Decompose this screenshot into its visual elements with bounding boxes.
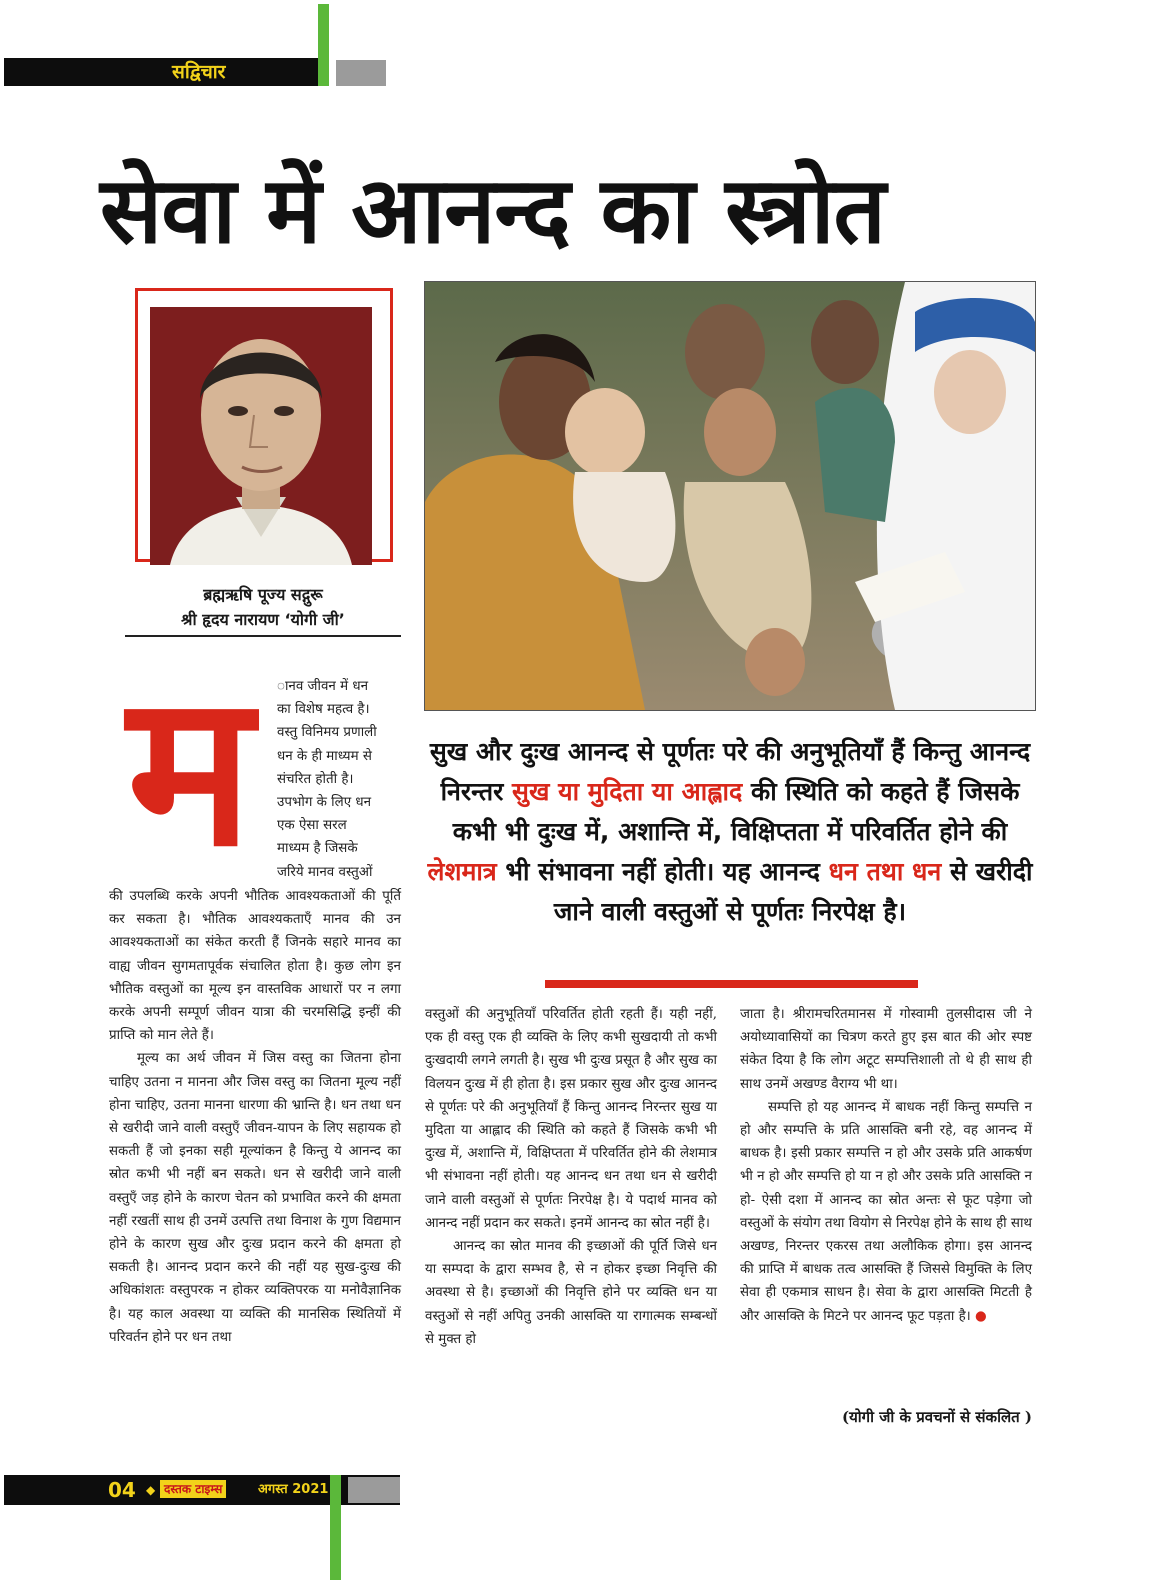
quote-text: से खरीदी जाने वाली वस्तुओं से पूर्णतः निरपेक्ष है। [553, 857, 1033, 926]
intro-line: एक ऐसा सरल [277, 818, 347, 834]
end-mark: ● [975, 1308, 987, 1324]
column-3 [740, 1003, 1032, 1328]
footer-bullet: ◆ [146, 1483, 156, 1497]
brand-logo: दस्तक टाइम्स [160, 1480, 226, 1498]
intro-text [277, 675, 401, 884]
column-1 [109, 885, 401, 1349]
quote-highlight: सुख या मुदिता या आह्लाद [512, 777, 743, 806]
quote-highlight: धन तथा धन [828, 857, 942, 886]
section-label: सद्विचार [172, 61, 226, 83]
header-gray-accent [336, 60, 386, 86]
paragraph-text: सम्पत्ति हो यह आनन्द में बाधक नहीं किन्तु सम्पत्ति न हो और सम्पत्ति के प्रति आसक्ति बनी रहे, वह आनन्द में बाधक है। इसी प्रकार सम्पत्ति न हो और उसके प्रति आकर्षण भी न हो और सम्पत्ति हो या न हो और उसके प्रति आसक्ति न हो- ऐसी दशा में आनन्द का स्रोत अन्तः से फूट पड़ेगा जो वस्तुओं के संयोग तथा वियोग से निरपेक्ष होने के साथ ही साथ अखण्ड, निरन्तर एकरस तथा अलौकिक होगा। इस आनन्द की प्राप्ति में बाधक तत्व आसक्ति हैं जिससे विमुक्ति के लिए सेवा ही एकमात्र साधन है। सेवा के द्वारा आसक्ति मिटती है और आसक्ति के मिटने पर आनन्द फूट पड़ता है। [740, 1099, 1032, 1324]
intro-line: संचरित होती है। [277, 771, 354, 787]
footer-green-accent [330, 1475, 341, 1580]
header-bar [4, 58, 320, 86]
quote-text: सुख और दुःख आनन्द से पूर्णतः परे की अनुभूतियाँ हैं किन्तु आनन्द निरन्तर [429, 737, 1031, 806]
caption-line-1: ब्रह्मऋषि पूज्य सद्गुरू [203, 585, 323, 604]
page-number: 04 [108, 1478, 136, 1502]
paragraph [740, 1096, 1032, 1328]
main-photo [424, 281, 1036, 711]
caption-line-2: श्री हृदय नारायण ‘योगी जी’ [181, 610, 345, 629]
column-2 [425, 1003, 717, 1351]
quote-divider [545, 980, 918, 988]
paragraph: मूल्य का अर्थ जीवन में जिस वस्तु का जितना होना चाहिए उतना न मानना और जिस वस्तु का जितना मूल्य नहीं होना चाहिए, उतना मानना धारणा की भ्रान्ति है। धन तथा धन से खरीदी जाने वाली वस्तुएँ जीवन-यापन के लिए सहायक हो सकती हैं जो इनका सही मूल्यांकन है किन्तु ये आनन्द का स्रोत कभी भी नहीं बन सकते। धन से खरीदी जाने वाली वस्तुएँ जड़ होने के कारण चेतन को प्रभावित करने की क्षमता नहीं रखतीं साथ ही उनमें उत्पत्ति तथा विनाश के गुण विद्यमान होने के कारण सुख और दुःख प्रदान करने की क्षमता हो सकती है। आनन्द प्रदान करने की नहीं यह सुख-दुःख की अधिकांशतः वस्तुपरक न होकर व्यक्तिपरक या मनोवैज्ञानिक है। यह काल अवस्था या व्यक्ति की मानसिक स्थितियों में परिवर्तन होने पर धन तथा [109, 1051, 401, 1345]
drop-cap: म [127, 646, 253, 893]
paragraph: जाता है। श्रीरामचरितमानस में गोस्वामी तुलसीदास जी ने अयोध्यावासियों का चित्रण करते हुए इस बात की ओर स्पष्ट संकेत दिया है कि लोग अटूट सम्पत्तिशाली तो थे ही साथ ही साथ उनमें अखण्ड वैराग्य भी था। [740, 1007, 1032, 1092]
quote-text: भी संभावना नहीं होती। यह आनन्द [496, 857, 829, 886]
intro-line: ानव जीवन में धन [277, 679, 369, 694]
intro-line: का विशेष महत्व है। [277, 702, 370, 718]
caption-divider [125, 635, 401, 637]
portrait-photo [150, 307, 372, 565]
intro-line: माध्यम है जिसके [277, 841, 358, 857]
pull-quote [425, 732, 1035, 932]
header-green-accent [318, 4, 329, 86]
quote-text: की स्थिति को कहते हैं जिसके कभी भी दुःख में, अशान्ति में, विक्षिप्तता में परिवर्तित होने की [452, 777, 1020, 846]
intro-line: जरिये मानव वस्तुओं [277, 864, 373, 880]
footer-gray-accent [348, 1477, 400, 1503]
portrait-caption [130, 582, 396, 632]
intro-line: धन के ही माध्यम से [277, 748, 372, 764]
issue-date: अगस्त 2021 [258, 1482, 329, 1497]
paragraph: वस्तुओं की अनुभूतियाँ परिवर्तित होती रहती हैं। यही नहीं, एक ही वस्तु एक ही व्यक्ति के लिए कभी सुखदायी तो कभी दुःखदायी लगने लगती है। सुख भी दुःख प्रसूत है और सुख का विलयन दुःख में ही होता है। इस प्रकार सुख और दुःख आनन्द से पूर्णतः परे की अनुभूतियाँ हैं किन्तु आनन्द निरन्तर सुख या मुदिता या आह्लाद की स्थिति को कहते हैं जिसके कभी भी दुःख में, अशान्ति में, विक्षिप्तता में परिवर्तित होने की लेशमात्र भी संभावना नहीं होती। यह आनन्द धन तथा धन से खरीदी जाने वाली वस्तुओं से पूर्णतः निरपेक्ष है। ये पदार्थ मानव को आनन्द नहीं प्रदान कर सकते। इनमें आनन्द का स्रोत नहीं है। [425, 1007, 717, 1231]
article-title: सेवा में आनन्द का स्त्रोत [100, 156, 885, 264]
quote-highlight: लेशमात्र [427, 857, 497, 886]
paragraph: की उपलब्धि करके अपनी भौतिक आवश्यकताओं की पूर्ति कर सकता है। भौतिक आवश्यकताएँ मानव की उन आवश्यकताओं का संकेत करती हैं जिनके सहारे मानव का वाह्य जीवन सुगमतापूर्वक संचालित होता है। कुछ लोग इन भौतिक वस्तुओं का मूल्य इन वास्तविक आधारों पर न लगा करके अपनी सम्पूर्ण जीवन यात्रा की चरमसिद्धि इन्हीं की प्राप्ति को मान लेते हैं। [109, 889, 401, 1044]
article-credit: (योगी जी के प्रवचनों से संकलित ) [842, 1408, 1032, 1426]
intro-line: वस्तु विनिमय प्रणाली [277, 725, 377, 741]
intro-line: उपभोग के लिए धन [277, 795, 372, 811]
paragraph: आनन्द का स्रोत मानव की इच्छाओं की पूर्ति जिसे धन या सम्पदा के द्वारा सम्भव है, से न होकर इच्छा निवृत्ति की अवस्था से है। इच्छाओं की निवृत्ति होने पर व्यक्ति धन या वस्तुओं से नहीं अपितु उनकी आसक्ति या रागात्मक सम्बन्धों से मुक्त हो [425, 1239, 717, 1347]
